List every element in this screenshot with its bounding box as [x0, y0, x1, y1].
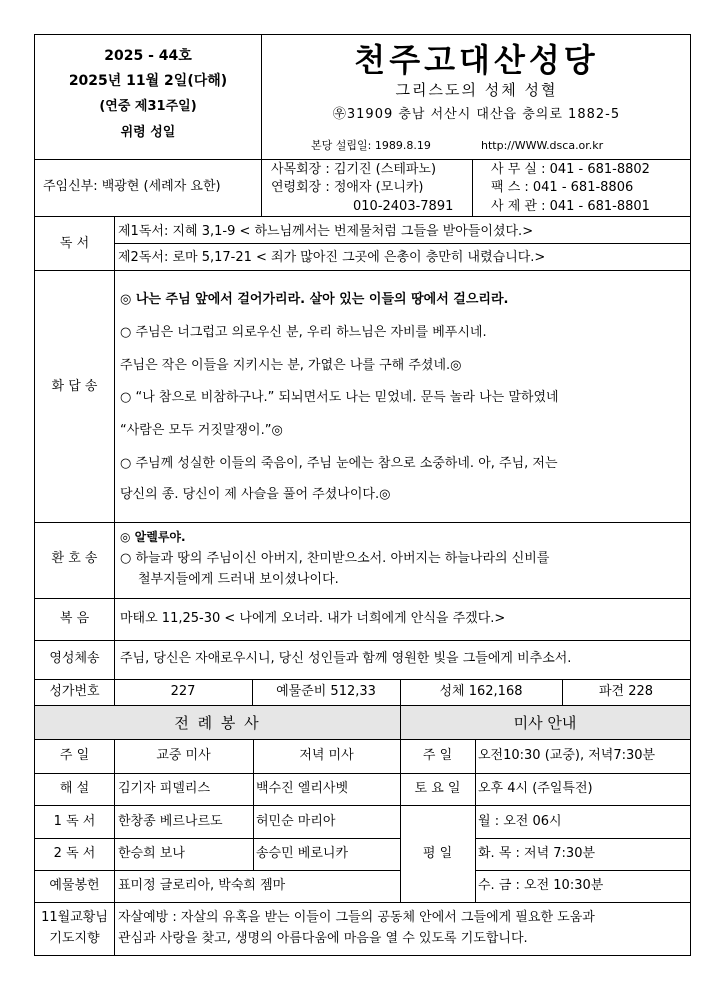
psalm-line: 당신의 종. 당신이 제 사슬을 풀어 주셨나이다.◎: [120, 487, 391, 502]
mass-weekday-label: 평 일: [422, 846, 453, 861]
church-name: 천주고대산성당: [354, 41, 599, 79]
feast-name: 위령 성일: [120, 125, 176, 140]
psalm-line: ○ “나 참으로 비참하구나.” 되뇌면서도 나는 믿었네. 문득 놀라 나는 말하였네: [120, 390, 559, 405]
prayer-intention: 자살예방 : 자살의 유혹을 받는 이들이 그들의 공동체 안에서 그들에게 필요한 도움과: [118, 910, 595, 925]
bulletin-page: [34, 34, 691, 956]
psalm-line: ○ 주님은 너그럽고 의로우신 분, 우리 하느님은 자비를 베푸시네.: [120, 325, 487, 340]
ministry-row-label: 예물봉헌: [49, 878, 100, 893]
communion-text: 주님, 당신은 자애로우시니, 당신 성인들과 함께 영원한 빛을 그들에게 비추소서.: [120, 651, 572, 666]
ministry-row-label: 1 독 서: [53, 814, 96, 829]
liturgical-week: (연중 제31주일): [99, 99, 197, 114]
fax-number: 팩 스 : 041 - 681-8806: [491, 180, 634, 195]
office-phone: 사 무 실 : 041 - 681-8802: [491, 162, 650, 177]
mass-saturday-label: 토 요 일: [414, 781, 461, 796]
psalm-line: ○ 주님께 성실한 이들의 죽음이, 주님 눈에는 참으로 소중하네. 아, 주님, 저는: [120, 456, 558, 471]
second-reading: 제2독서: 로마 5,17-21 < 죄가 많아진 그곳에 은총이 충만히 내렸습니다.>: [118, 250, 546, 265]
hymn-recessional: 파견 228: [598, 684, 654, 699]
first-reading: 제1독서: 지혜 3,1-9 < 하느님께서는 번제물처럼 그들을 받아들이셨다.>: [118, 224, 534, 239]
psalm-label: 화 답 송: [51, 379, 98, 394]
mass-saturday-time: 오후 4시 (주일특전): [478, 781, 593, 796]
gospel-text: 마태오 11,25-30 < 나에게 오너라. 내가 너희에게 안식을 주겠다.>: [120, 611, 506, 626]
ministry-row-label: 2 독 서: [53, 846, 96, 861]
prayer-intention-cont: 관심과 사랑을 찾고, 생명의 아름다움에 마음을 열 수 있도록 기도합니다.: [118, 931, 528, 946]
mass-tuethu-time: 화. 목 : 저녁 7:30분: [478, 846, 596, 861]
mass-wedfri-time: 수. 금 : 오전 10:30분: [478, 878, 604, 893]
readings-label: 독 서: [59, 236, 90, 251]
alleluia-verse-cont: 철부지들에게 드러내 보이셨나이다.: [138, 572, 339, 587]
prayer-label-2: 기도지향: [49, 931, 100, 946]
women-phone: 010-2403-7891: [353, 199, 454, 214]
psalm-refrain: ◎ 나는 주님 앞에서 걸어가리라. 살아 있는 이들의 땅에서 걸으리라.: [120, 292, 509, 307]
pastor-name: 주임신부: 백광현 (세례자 요한): [43, 179, 221, 194]
rectory-phone: 사 제 관 : 041 - 681-8801: [491, 199, 650, 214]
psalm-line: “사람은 모두 거짓말쟁이.”◎: [120, 423, 283, 438]
issue-date: 2025년 11월 2일(다해): [68, 73, 228, 89]
ministry-cell: 허민순 마리아: [256, 814, 336, 829]
church-address: ㉾31909 충남 서산시 대산읍 충의로 1882-5: [332, 107, 621, 122]
ministry-cell: 송승민 베로니카: [256, 846, 349, 861]
psalm-line: 주님은 작은 이들을 지키시는 분, 가엾은 나를 구해 주셨네.◎: [120, 358, 462, 373]
hymn-label: 성가번호: [49, 684, 100, 699]
communion-label: 영성체송: [49, 651, 100, 666]
ministry-cell: 한창종 베르나르도: [118, 814, 223, 829]
mass-monday-time: 월 : 오전 06시: [478, 814, 562, 829]
church-motto: 그리스도의 성체 성혈: [395, 81, 558, 99]
women-head: 연령회장 : 정애자 (모니카): [271, 180, 424, 195]
issue-number: 2025 - 44호: [104, 48, 192, 64]
prayer-label: 11월교황님: [41, 910, 108, 925]
ministry-row-label: 주 일: [59, 748, 90, 763]
gospel-label: 복 음: [59, 611, 90, 626]
mass-sunday-label: 주 일: [422, 748, 453, 763]
alleluia-refrain: ◎ 알렐루야.: [120, 530, 186, 544]
website-link[interactable]: http://WWW.dsca.or.kr: [481, 139, 604, 152]
ministry-cell: 김기자 피델리스: [118, 781, 211, 796]
ministry-header-a: 교중 미사: [156, 748, 211, 763]
alleluia-label: 환 호 송: [51, 551, 98, 566]
hymn-offertory: 예물준비 512,33: [276, 684, 376, 699]
ministry-cell: 백수진 엘리사벳: [256, 781, 349, 796]
ministry-row-label: 해 설: [59, 781, 90, 796]
mass-title: 미사 안내: [513, 714, 577, 732]
ministry-title: 전 례 봉 사: [174, 714, 261, 732]
hymn-communion: 성체 162,168: [439, 684, 523, 699]
mass-sunday-times: 오전10:30 (교중), 저녁7:30분: [478, 748, 656, 763]
ministry-cell: 한승희 보나: [118, 846, 185, 861]
ministry-cell: 표미정 글로리아, 박숙희 젬마: [118, 878, 286, 893]
hymn-entrance: 227: [170, 684, 196, 699]
founded-date: 본당 설립일: 1989.8.19: [311, 139, 431, 152]
alleluia-verse: ○ 하늘과 땅의 주님이신 아버지, 찬미받으소서. 아버지는 하늘나라의 신비를: [120, 551, 550, 566]
council-head: 사목회장 : 김기진 (스테파노): [271, 162, 437, 177]
ministry-header-b: 저녁 미사: [299, 748, 354, 763]
